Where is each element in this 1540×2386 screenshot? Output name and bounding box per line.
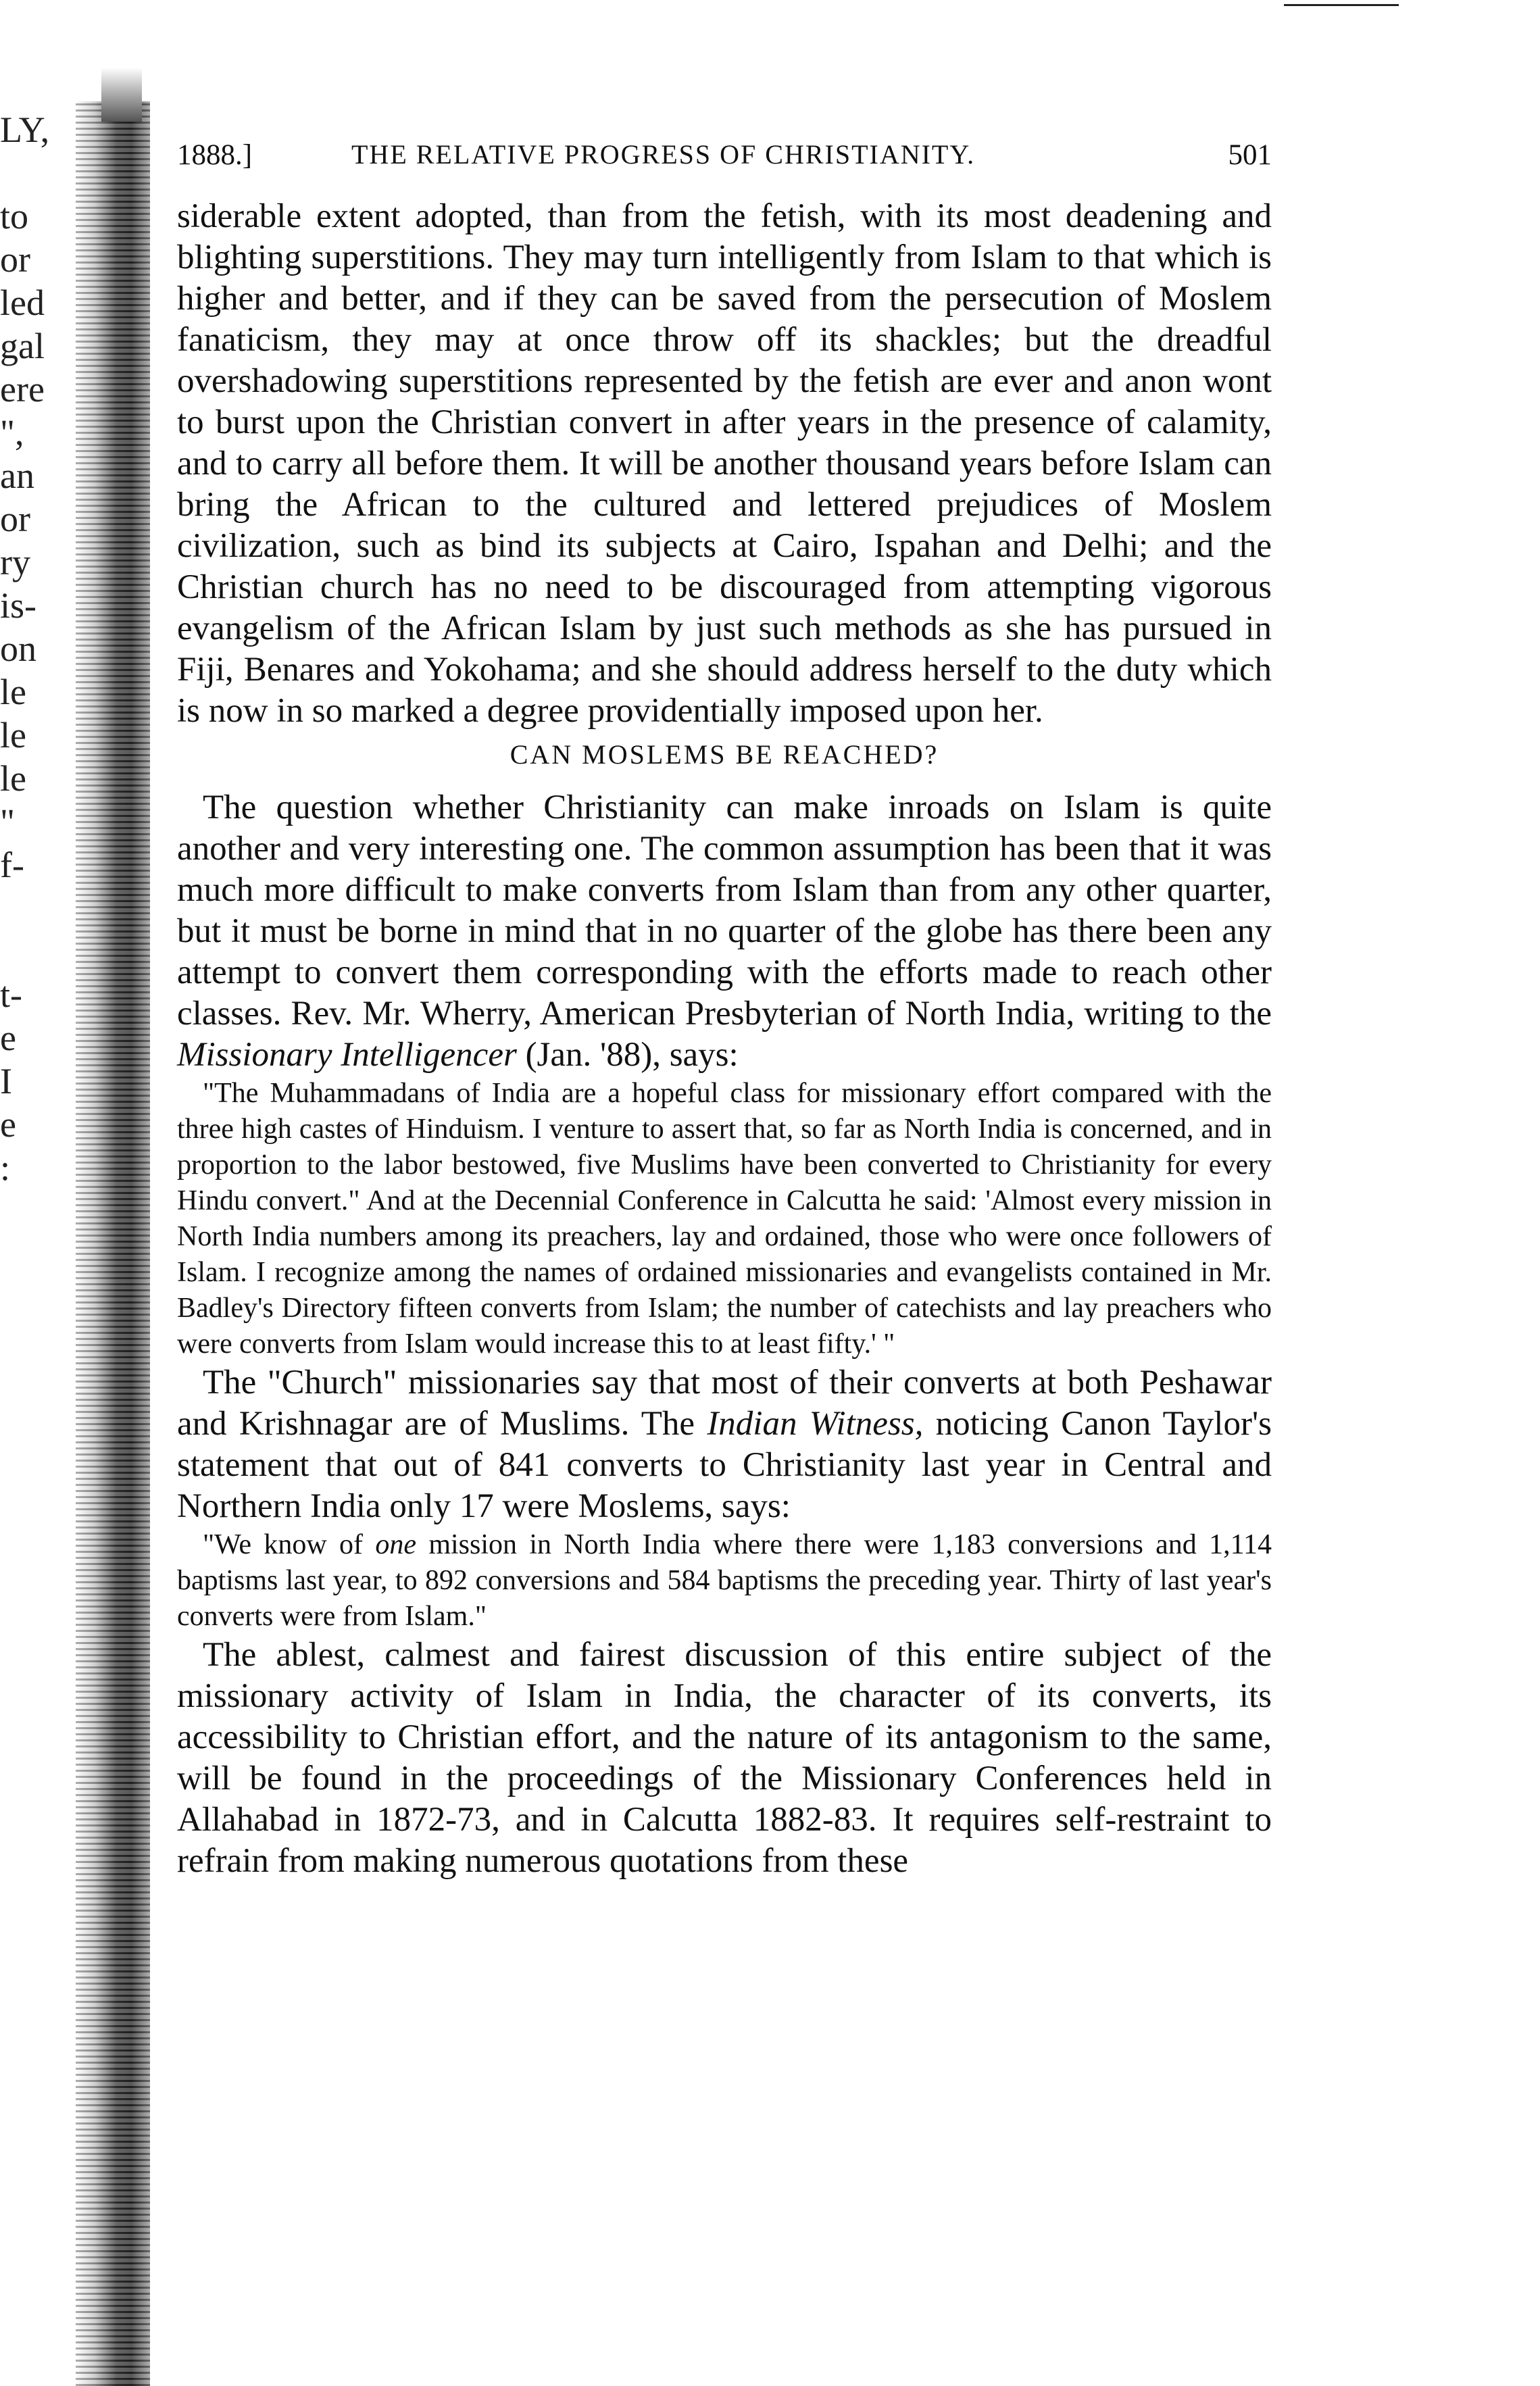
binding-gutter	[76, 101, 150, 2386]
paragraph-text: The "Church" missionaries say that most of their converts at both Peshawar and Krishnagar are of Muslims. The	[177, 1364, 1272, 1443]
margin-fragment: LY,	[0, 109, 50, 150]
paragraph	[177, 787, 1272, 1076]
margin-fragment: ",	[0, 412, 24, 453]
quote-text: "We know of	[203, 1529, 364, 1560]
margin-fragment: on	[0, 628, 36, 669]
quote-text: mission in North India where there were 1,183 conversions and 1,114 baptisms last year, to 892 conversions and 584 baptisms the preceding year. Thirty of last year's converts were from Islam."	[177, 1529, 1272, 1632]
margin-fragment: le	[0, 758, 26, 799]
paragraph-text: (Jan. '88), says:	[525, 1036, 739, 1074]
margin-fragment: le	[0, 672, 26, 712]
margin-fragment: ere	[0, 369, 45, 409]
margin-fragment: e	[0, 1018, 16, 1058]
margin-fragment: gal	[0, 326, 45, 366]
margin-fragment	[0, 930, 74, 973]
top-edge-line	[1284, 4, 1399, 6]
margin-fragment: I	[0, 1061, 12, 1101]
margin-fragment: f-	[0, 845, 24, 885]
margin-fragment: "	[0, 801, 16, 842]
journal-title: Indian Witness,	[707, 1405, 924, 1443]
paragraph	[177, 1362, 1272, 1527]
margin-fragment	[0, 151, 74, 195]
margin-fragment: or	[0, 499, 30, 539]
margin-fragment: :	[0, 1147, 11, 1188]
paragraph-text: The question whether Christianity can make inroads on Islam is quite another and very interesting one. The common assumption has been that it was much more difficult to make converts from Islam than from any other quarter, but it must be borne in mind that in no quarter of the globe has there been any attempt to convert them corresponding with the efforts made to reach other classes. Rev. Mr. Wherry, American Presbyterian of North India, writing to the	[177, 789, 1272, 1033]
paragraph-continued: siderable extent adopted, than from the fetish, with its most deadening and blighting superstitions. They may turn intelligently from Islam to that which is higher and better, and if they can be saved from the persecution of Moslem fanaticism, they may at once throw off its shackles; but the dreadful overshadowing superstitions represented by the fetish are ever and anon wont to burst upon the Christian convert in after years in the presence of calamity, and to carry all before them. It will be another thousand years before Islam can bring the African to the cultured and lettered prejudices of Moslem civilization, such as bind its subjects at Cairo, Ispahan and Delhi; and the Christian church has no need to be discouraged from attempting vigorous evangelism of the African Islam by just such methods as she has pursued in Fiji, Benares and Yokohama; and she should address herself to the duty which is now in so marked a degree providentially imposed upon her.	[177, 197, 1272, 730]
margin-fragment: le	[0, 715, 26, 755]
section-heading: CAN MOSLEMS BE REACHED?	[510, 739, 939, 770]
margin-fragment	[0, 887, 74, 930]
header-year: 1888.]	[177, 139, 253, 171]
margin-fragment: e	[0, 1104, 16, 1145]
page-body	[177, 196, 1272, 1882]
block-quote	[177, 1527, 1272, 1635]
running-header	[177, 139, 1272, 186]
page-number: 501	[1228, 139, 1272, 171]
paragraph-text: noticing Canon Taylor's statement that out of 841 converts to Christianity last year in Central and Northern India only 17 were Moslems, says:	[177, 1405, 1272, 1525]
margin-fragment: ry	[0, 542, 30, 582]
previous-page-margin	[0, 108, 74, 1189]
margin-fragment: to	[0, 196, 29, 237]
block-quote: "The Muhammadans of India are a hopeful class for missionary effort compared with the three high castes of Hinduism. I venture to assert that, so far as North India is concerned, and in proportion to the labor bestowed, five Muslims have been converted to Christianity for every Hindu convert." And at the Decennial Conference in Calcutta he said: 'Almost every mission in North India numbers among its preachers, lay and ordained, those who were once followers of Islam. I recognize among the names of ordained missionaries and evangelists contained in Mr. Badley's Directory fifteen converts from Islam; the number of catechists and lay preachers who were converts from Islam would increase this to at least fifty.' "	[177, 1078, 1272, 1360]
margin-fragment: led	[0, 282, 45, 323]
margin-fragment: is-	[0, 585, 36, 626]
emphasis: one	[375, 1529, 417, 1560]
paragraph: The ablest, calmest and fairest discussion of this entire subject of the missionary activity of Islam in India, the character of its converts, its accessibility to Christian effort, and the nature of its antagonism to the same, will be found in the proceedings of the Missionary Conferences held in Allahabad in 1872-73, and in Calcutta 1882-83. It requires self-restraint to refrain from making numerous quotations from these	[177, 1636, 1272, 1880]
journal-title: Missionary Intelligencer	[177, 1036, 517, 1074]
margin-fragment: or	[0, 239, 30, 280]
margin-fragment: an	[0, 455, 34, 496]
header-title: THE RELATIVE PROGRESS OF CHRISTIANITY.	[351, 139, 976, 170]
binding-gutter-top	[101, 68, 142, 122]
margin-fragment: t-	[0, 974, 22, 1015]
